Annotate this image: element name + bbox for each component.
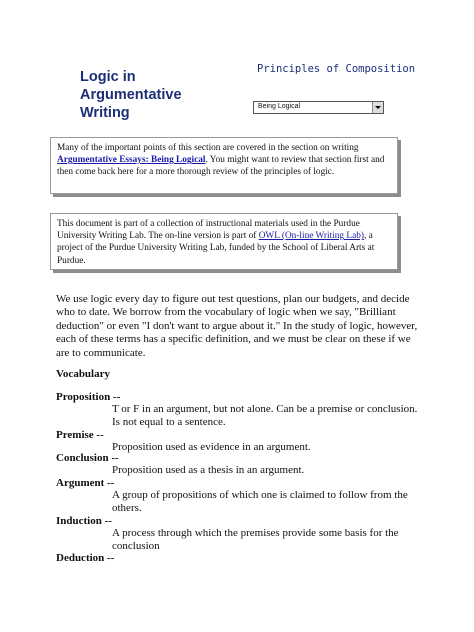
definition-induction: A process through which the premises provide some basis for the conclusion <box>112 527 399 553</box>
title-line: Logic in <box>80 69 136 85</box>
intro-paragraph: We use logic every day to figure out test questions, plan our budgets, and decide who to date. We borrow from the vocabulary of logic when we say, "Brilliant deduction" or even "I don't want to argue about it." In the study of logic, however, each of these terms has a specific definition, and we must be clear on these if we are to communicate. <box>56 293 418 359</box>
review-note-box <box>50 137 398 194</box>
argumentative-essays-link[interactable]: Argumentative Essays: Being Logical <box>57 155 206 166</box>
title-line: Writing <box>80 105 130 121</box>
dropdown-selected-value: Being Logical <box>258 103 301 110</box>
definition-premise: Proposition used as evidence in an argument. <box>112 441 311 453</box>
note-text: Many of the important points of this section are covered in the section on writing <box>57 143 359 153</box>
owl-note-box <box>50 213 398 270</box>
section-label: Principles of Composition <box>257 63 416 75</box>
definition-conclusion: Proposition used as a thesis in an argument. <box>112 464 305 476</box>
note-text: . You might want to review that section first and then come back here for a more thorough review of the principles of logic. <box>57 155 385 178</box>
definition-proposition: T or F in an argument, but not alone. Can be a premise or conclusion. Is not equal to a sentence. <box>112 403 418 429</box>
term-induction: Induction -- <box>56 515 112 527</box>
term-proposition: Proposition -- <box>56 391 121 403</box>
owl-link[interactable]: OWL (On-line Writing Lab) <box>258 231 364 242</box>
vocabulary-heading: Vocabulary <box>56 368 110 380</box>
term-conclusion: Conclusion -- <box>56 452 119 464</box>
page-title <box>80 68 250 122</box>
term-argument: Argument -- <box>56 477 115 489</box>
title-line: Argumentative <box>80 87 182 103</box>
topic-dropdown[interactable] <box>253 101 384 114</box>
note-text: , a project of the Purdue University Writing Lab, funded by the School of Liberal Arts at Purdue. <box>57 231 375 266</box>
term-deduction: Deduction -- <box>56 552 115 564</box>
chevron-down-icon[interactable] <box>372 102 383 113</box>
definition-argument: A group of propositions of which one is claimed to follow from the others. <box>112 489 408 515</box>
term-premise: Premise -- <box>56 429 104 441</box>
note-text: This document is part of a collection of instructional materials used in the Purdue University Writing Lab. The on-line version is part of <box>57 219 360 242</box>
